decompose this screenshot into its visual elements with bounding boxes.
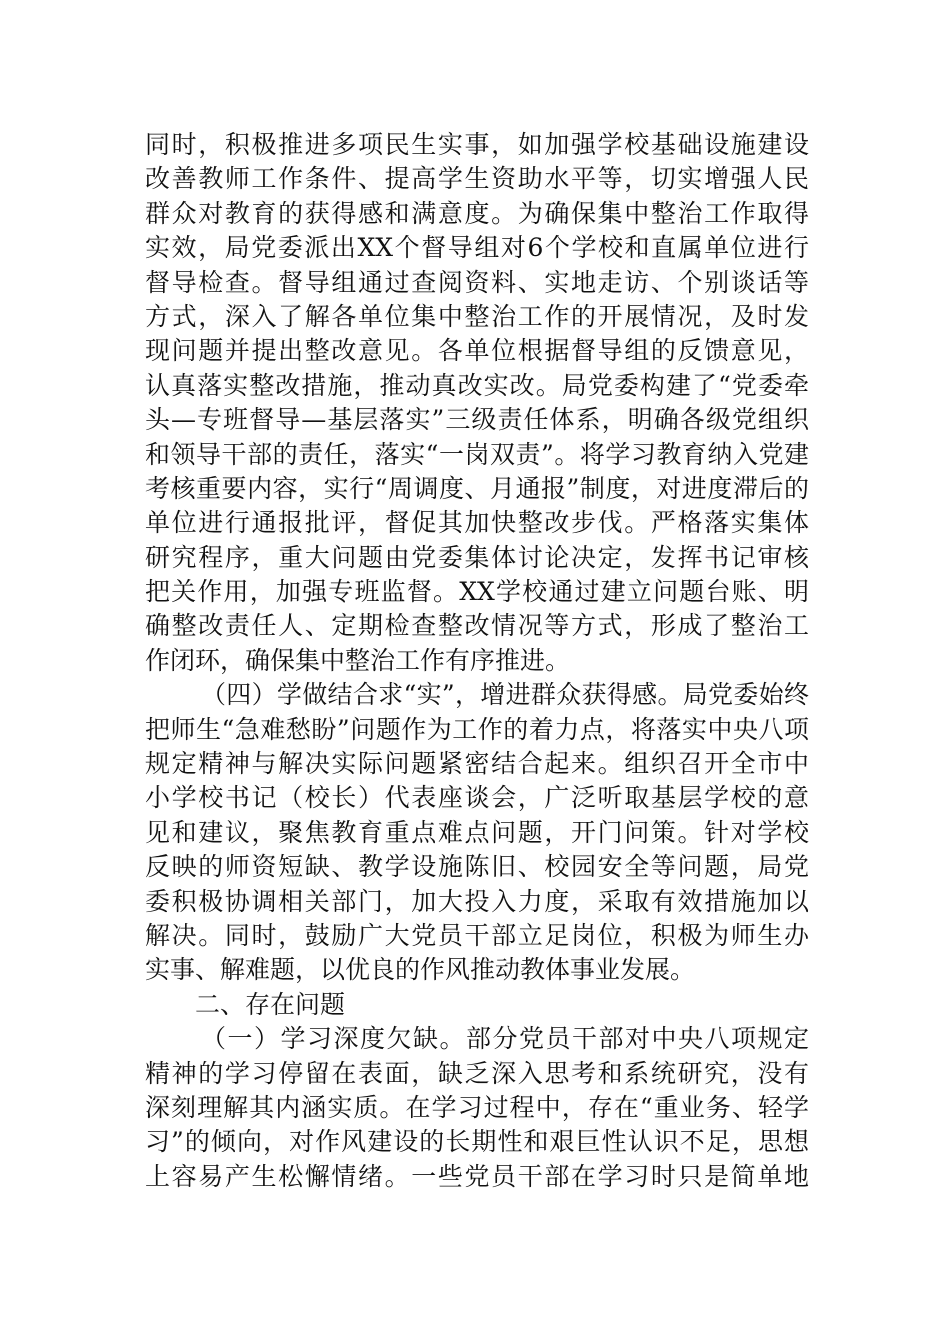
text-line: 群众对教育的获得感和满意度。为确保集中整治工作取得 [145,198,809,228]
text-line: 精神的学习停留在表面，缺乏深入思考和系统研究，没有 [145,1058,809,1088]
text-line: 见和建议，聚焦教育重点难点问题，开门问策。针对学校 [145,817,809,847]
text-line: 和领导干部的责任，落实“一岗双责”。将学习教育纳入党建 [145,439,809,469]
text-line: 同时，积极推进多项民生实事，如加强学校基础设施建设 [145,130,809,159]
text-line: 确整改责任人、定期检查整改情况等方式，形成了整治工 [145,611,809,641]
text-line: 规定精神与解决实际问题紧密结合起来。组织召开全市中 [145,749,809,779]
text-line: 方式，深入了解各单位集中整治工作的开展情况，及时发 [145,301,809,331]
text-line: 认真落实整改措施，推动真改实改。局党委构建了“党委牵 [145,370,809,400]
text-line: 实事、解难题，以优良的作风推动教体事业发展。 [145,955,696,985]
text-line: 习”的倾向，对作风建设的长期性和艰巨性认识不足，思想 [145,1127,809,1157]
text-line: （四）学做结合求“实”，增进群众获得感。局党委始终 [201,680,809,710]
text-line: 作闭环，确保集中整治工作有序推进。 [145,645,571,675]
text-line: 头—专班督导—基层落实”三级责任体系，明确各级党组织 [145,405,809,435]
text-line: 研究程序，重大问题由党委集体讨论决定，发挥书记审核 [145,542,809,572]
text-line: 考核重要内容，实行“周调度、月通报”制度，对进度滞后的 [145,473,809,503]
text-line: 督导检查。督导组通过查阅资料、实地走访、个别谈话等 [145,267,809,297]
section-heading: 二、存在问题 [195,989,346,1019]
document-body [145,128,809,1194]
text-line: 委积极协调相关部门，加大投入力度，采取有效措施加以 [145,886,809,916]
text-line: 深刻理解其内涵实质。在学习过程中，存在“重业务、轻学 [145,1092,809,1122]
text-line: 单位进行通报批评，督促其加快整改步伐。严格落实集体 [145,508,809,538]
text-line: 把关作用，加强专班监督。XX学校通过建立问题台账、明 [145,577,809,607]
text-line: 实效，局党委派出XX个督导组对6个学校和直属单位进行 [145,233,809,263]
text-line: 现问题并提出整改意见。各单位根据督导组的反馈意见， [145,336,809,366]
text-line: 上容易产生松懈情绪。一些党员干部在学习时只是简单地 [145,1161,809,1191]
text-line: （一）学习深度欠缺。部分党员干部对中央八项规定 [201,1024,809,1054]
text-line: 小学校书记（校长）代表座谈会，广泛听取基层学校的意 [145,783,809,813]
text-line: 解决。同时，鼓励广大党员干部立足岗位，积极为师生办 [145,920,809,950]
text-line: 把师生“急难愁盼”问题作为工作的着力点，将落实中央八项 [145,714,809,744]
text-line: 改善教师工作条件、提高学生资助水平等，切实增强人民 [145,164,809,194]
text-line: 反映的师资短缺、教学设施陈旧、校园安全等问题，局党 [145,852,809,882]
